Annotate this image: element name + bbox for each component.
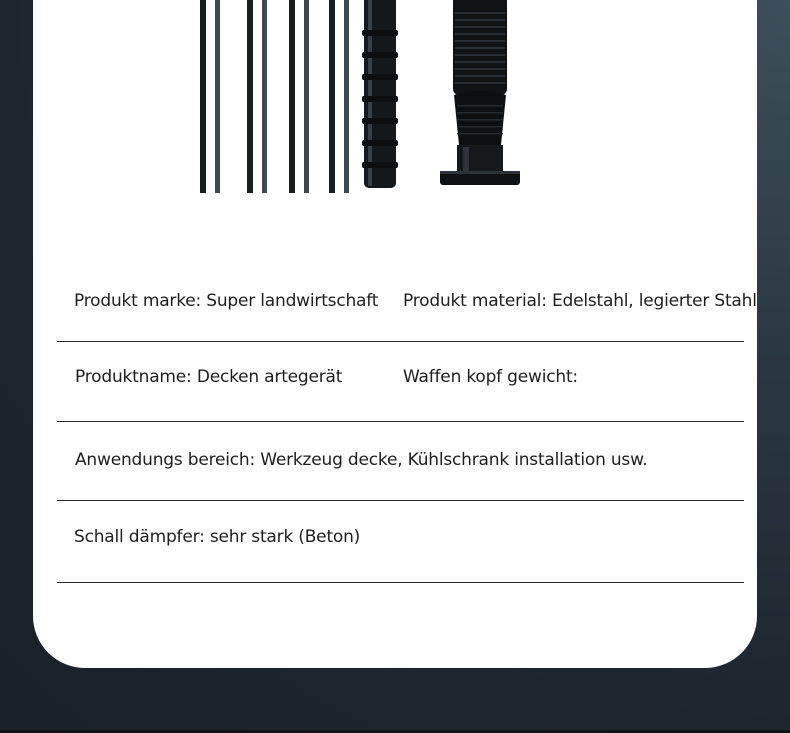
spec-brand xyxy=(74,291,378,311)
spec-product-name xyxy=(75,367,342,387)
spec-row-3 xyxy=(57,422,744,501)
spec-material-label: Produkt material: xyxy=(403,291,547,311)
spec-row-1 xyxy=(57,261,757,342)
spec-product-name-label: Produktname: xyxy=(75,367,192,387)
spec-head-weight-label: Waffen kopf gewicht: xyxy=(403,367,578,387)
spec-application-label: Anwendungs bereich: xyxy=(75,450,256,470)
spec-material-value: Edelstahl, legierter Stahl xyxy=(551,291,757,311)
spec-row-4 xyxy=(57,501,744,583)
spec-card xyxy=(33,0,757,668)
spec-brand-value: Super landwirtschaft xyxy=(206,291,379,311)
spec-application-value: Werkzeug decke, Kühlschrank installation usw. xyxy=(260,450,648,470)
spec-head-weight xyxy=(403,367,578,387)
spec-application xyxy=(75,450,647,470)
spec-silencer xyxy=(74,527,360,547)
threaded-anchor xyxy=(440,0,520,185)
spec-material xyxy=(403,291,757,311)
spec-product-name-value: Decken artegerät xyxy=(196,367,343,387)
thin-rods xyxy=(200,0,349,193)
spec-brand-label: Produkt marke: xyxy=(74,291,202,311)
spec-silencer-value: sehr stark (Beton) xyxy=(209,527,361,547)
rod-set-illustration xyxy=(33,0,757,200)
ribbed-rod xyxy=(362,0,398,188)
spec-row-2 xyxy=(57,341,744,422)
spec-silencer-label: Schall dämpfer: xyxy=(74,527,205,547)
